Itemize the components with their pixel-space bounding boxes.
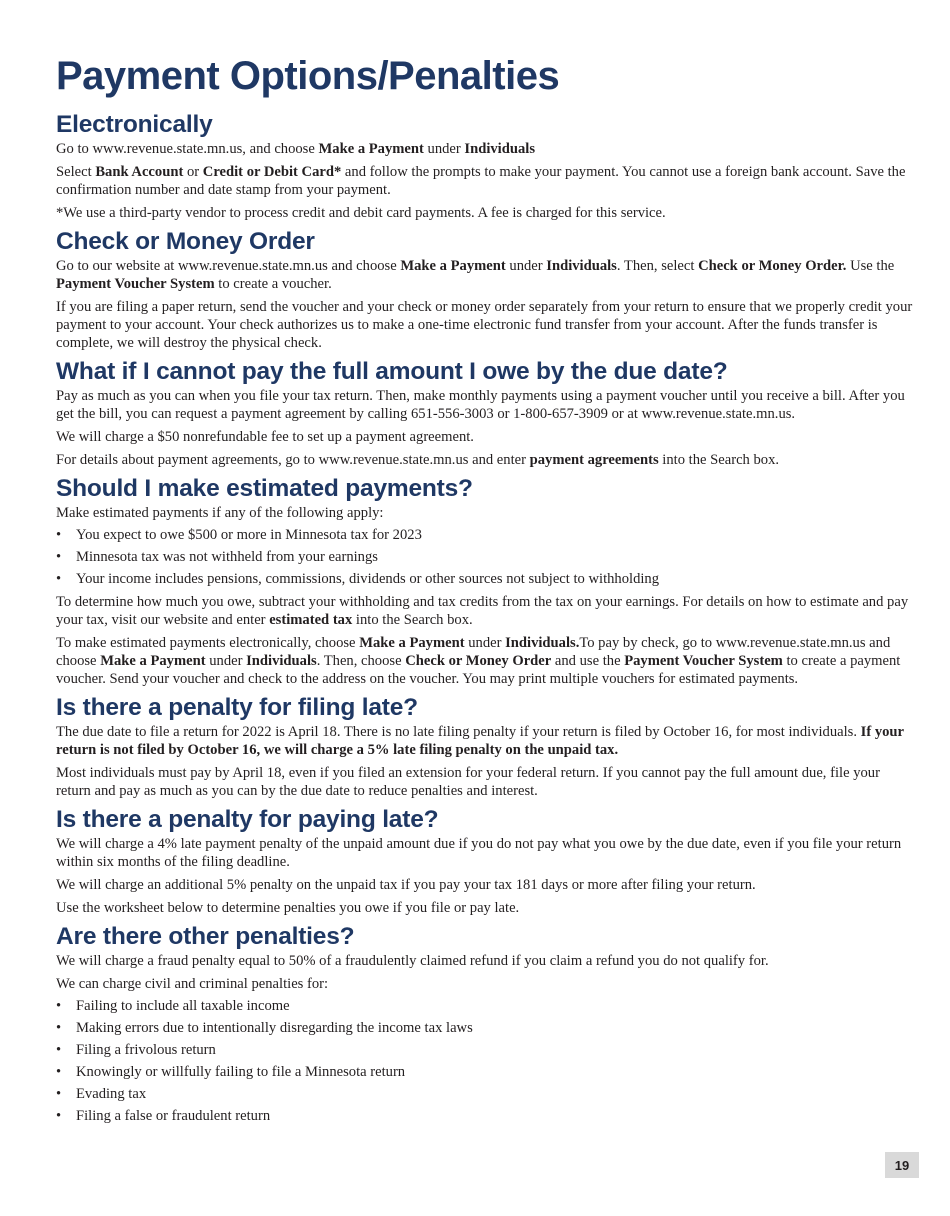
electronically-para-2: Select Bank Account or Credit or Debit Card* and follow the prompts to make your payment. You cannot use a foreign bank account. Save the confirmation number and date stamp from your payment. — [56, 164, 906, 198]
cannot-pay-para-3: For details about payment agreements, go to www.revenue.state.mn.us and enter payment agreements into the Search box. — [56, 452, 780, 468]
heading-electronically: Electronically — [56, 111, 213, 138]
list-item: • Evading tax — [56, 1086, 147, 1102]
check-para-1: Go to our website at www.revenue.state.mn.us and choose Make a Payment under Individuals. Then, select Check or Money Order. Use the Payment Voucher System to create a voucher. — [56, 258, 895, 292]
other-para-2: We can charge civil and criminal penalties for: — [56, 976, 329, 992]
list-item: • You expect to owe $500 or more in Minnesota tax for 2023 — [56, 527, 422, 543]
heading-cannot-pay: What if I cannot pay the full amount I owe by the due date? — [56, 358, 728, 385]
estimated-para-2: To make estimated payments electronically, choose Make a Payment under Individuals.To pay by check, go to www.revenue.state.mn.us and choose Make a Payment under Individuals. Then, choose Check or Money Order and use the Payment Voucher System to create a payment voucher. Send your voucher and check to the address on the voucher. You may print multiple vouchers for estimated payments. — [56, 635, 901, 687]
heading-filing-late: Is there a penalty for filing late? — [56, 694, 418, 721]
list-item: • Failing to include all taxable income — [56, 998, 290, 1014]
check-para-2: If you are filing a paper return, send the voucher and your check or money order separately from your return to ensure that we properly credit your payment to your account. Your check authorizes us to make a one-time electronic fund transfer from your account. After the funds transfer is complete, we will destroy the physical check. — [56, 299, 913, 351]
electronically-para-1: Go to www.revenue.state.mn.us, and choose Make a Payment under Individuals — [56, 141, 536, 157]
heading-estimated-payments: Should I make estimated payments? — [56, 475, 473, 502]
heading-paying-late: Is there a penalty for paying late? — [56, 806, 439, 833]
page-title: Payment Options/Penalties — [56, 54, 560, 98]
paying-late-para-2: We will charge an additional 5% penalty on the unpaid tax if you pay your tax 181 days or more after filing your return. — [56, 877, 756, 893]
estimated-intro: Make estimated payments if any of the following apply: — [56, 505, 384, 521]
paying-late-para-3: Use the worksheet below to determine penalties you owe if you file or pay late. — [56, 900, 520, 916]
list-item: • Making errors due to intentionally disregarding the income tax laws — [56, 1020, 473, 1036]
page-number: 19 — [885, 1152, 919, 1178]
electronically-para-3: *We use a third-party vendor to process credit and debit card payments. A fee is charged for this service. — [56, 205, 666, 221]
heading-other-penalties: Are there other penalties? — [56, 923, 355, 950]
other-para-1: We will charge a fraud penalty equal to 50% of a fraudulently claimed refund if you claim a refund you do not qualify for. — [56, 953, 769, 969]
estimated-bullet-list — [56, 526, 918, 588]
estimated-para-1: To determine how much you owe, subtract your withholding and tax credits from the tax on your earnings. For details on how to estimate and pay your tax, visit our website and enter estimated tax into the Search box. — [56, 594, 909, 628]
cannot-pay-para-2: We will charge a $50 nonrefundable fee to set up a payment agreement. — [56, 429, 474, 445]
list-item: • Filing a frivolous return — [56, 1042, 216, 1058]
cannot-pay-para-1: Pay as much as you can when you file your tax return. Then, make monthly payments using a payment voucher until you receive a bill. After you get the bill, you can request a payment agreement by calling 651-556-3003 or 1-800-657-3909 or at www.revenue.state.mn.us. — [56, 388, 905, 422]
list-item: • Your income includes pensions, commissions, dividends or other sources not subject to withholding — [56, 571, 660, 587]
list-item: • Knowingly or willfully failing to file a Minnesota return — [56, 1064, 406, 1080]
list-item: • Filing a false or fraudulent return — [56, 1108, 271, 1124]
filing-late-para-1: The due date to file a return for 2022 is April 18. There is no late filing penalty if your return is filed by October 16, for most individuals. If your return is not filed by October 16, we will charge a 5% late filing penalty on the unpaid tax. — [56, 724, 904, 758]
list-item: • Minnesota tax was not withheld from your earnings — [56, 549, 378, 565]
filing-late-para-2: Most individuals must pay by April 18, even if you filed an extension for your federal return. If you cannot pay the full amount due, file your return and pay as much as you can by the due date to reduce penalties and interest. — [56, 765, 880, 799]
heading-check-or-money-order: Check or Money Order — [56, 228, 315, 255]
other-bullet-list — [56, 997, 918, 1125]
paying-late-para-1: We will charge a 4% late payment penalty of the unpaid amount due if you do not pay what you owe by the due date, even if you file your return within six months of the filing deadline. — [56, 836, 902, 870]
page — [56, 0, 918, 1125]
